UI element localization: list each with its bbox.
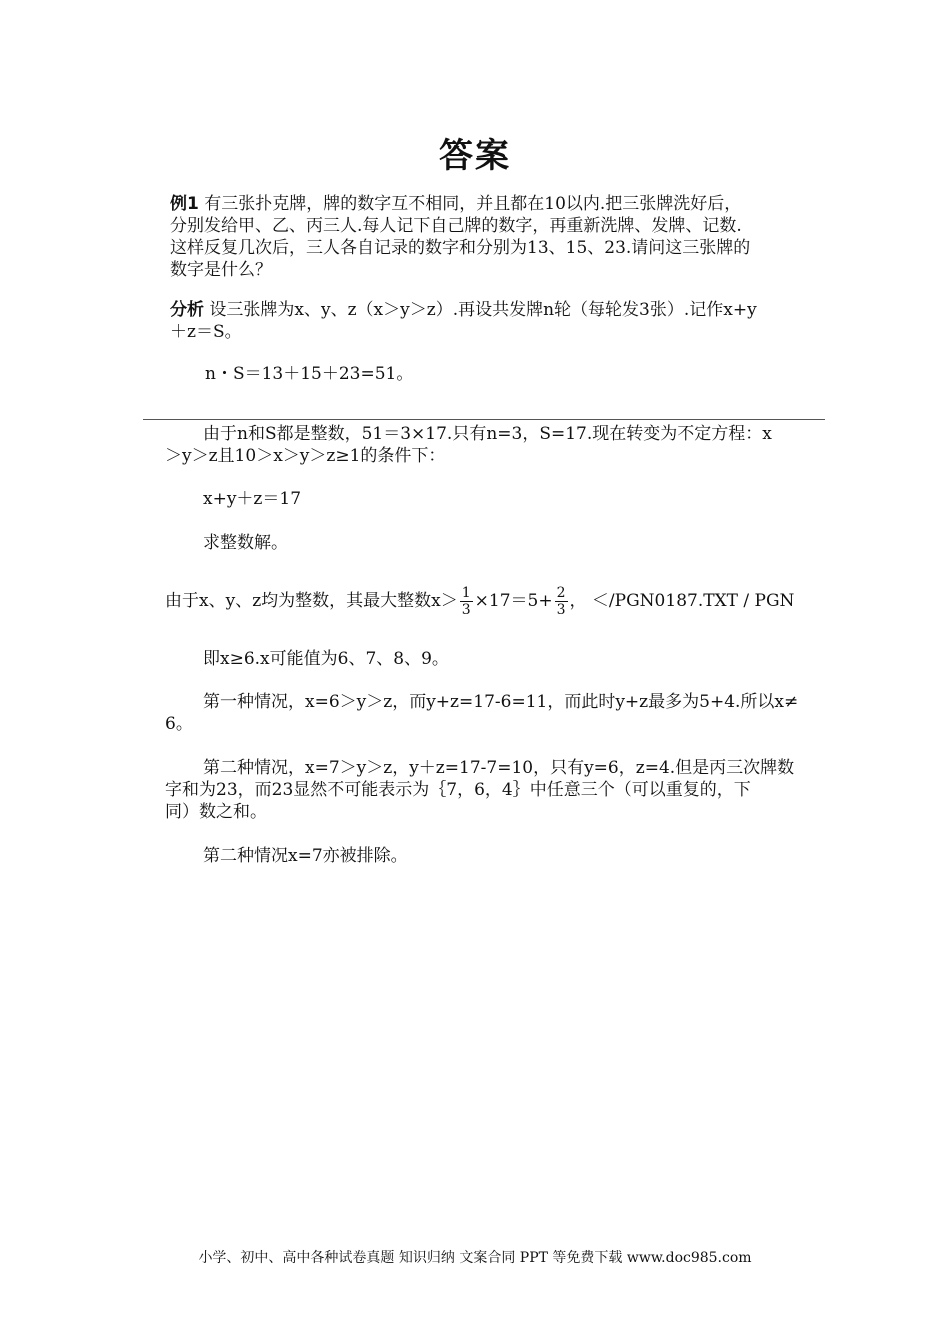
paragraph-2-prefix: 由于x、y、z均为整数，其最大整数x＞ — [165, 591, 458, 611]
paragraph-3: 即x≥6.x可能值为6、7、8、9。 — [203, 649, 449, 669]
analysis-line-1 — [170, 299, 757, 321]
analysis-text-1: 设三张牌为x、y、z（x＞y＞z）.再设共发牌n轮（每轮发3张）.记作x+y — [209, 300, 757, 320]
example-line-4: 数字是什么？ — [170, 260, 272, 280]
analysis-line-2: ＋z＝S。 — [170, 322, 242, 342]
equation-nS: n・S＝13＋15＋23=51。 — [205, 364, 414, 384]
paragraph-2-suffix: ， ＜/PGN0187.TXT / PGN — [569, 591, 795, 611]
case-3: 第二种情况x=7亦被排除。 — [203, 846, 408, 866]
paragraph-2-mid: ×17＝5+ — [474, 591, 553, 611]
footer-text: 小学、初中、高中各种试卷真题 知识归纳 文案合同 PPT 等免费下载 www.doc985.com — [198, 1250, 752, 1266]
analysis-label: 分析 — [170, 300, 204, 320]
paragraph-1-line-1: 由于n和S都是整数，51＝3×17.只有n=3，S=17.现在转变为不定方程：x — [203, 424, 772, 444]
case-2-line-2: 字和为23，而23显然不可能表示为｛7，6，4｝中任意三个（可以重复的，下 — [165, 780, 751, 800]
example-line-1 — [170, 193, 741, 215]
case-2-line-3: 同）数之和。 — [165, 802, 267, 822]
paragraph-1-line-2: ＞y＞z且10＞x＞y＞z≥1的条件下： — [165, 446, 446, 466]
equation-sum: x+y＋z＝17 — [203, 489, 302, 509]
case-1-line-1: 第一种情况，x=6＞y＞z，而y+z=17-6=11，而此时y+z最多为5+4.所以x≠ — [203, 692, 799, 712]
fraction-one-third: $\frac{1}{3}$ — [461, 585, 471, 618]
solve-instruction: 求整数解。 — [203, 533, 288, 553]
fraction-two-thirds: $\frac{2}{3}$ — [556, 585, 566, 618]
example-line-3: 这样反复几次后，三人各自记录的数字和分别为13、15、23.请问这三张牌的 — [170, 238, 751, 258]
example-line-2: 分别发给甲、乙、丙三人.每人记下自己牌的数字，再重新洗牌、发牌、记数. — [170, 216, 742, 236]
case-1-line-2: 6。 — [165, 714, 193, 734]
page-title: 答案 — [439, 136, 511, 176]
case-2-line-1: 第二种情况，x=7＞y＞z，y＋z=17-7=10，只有y=6，z=4.但是丙三次牌数 — [203, 758, 795, 778]
example-text-1: 有三张扑克牌，牌的数字互不相同，并且都在10以内.把三张牌洗好后， — [204, 194, 742, 214]
paragraph-2 — [165, 581, 794, 621]
example-label: 例1 — [170, 194, 199, 214]
section-divider — [143, 419, 825, 420]
